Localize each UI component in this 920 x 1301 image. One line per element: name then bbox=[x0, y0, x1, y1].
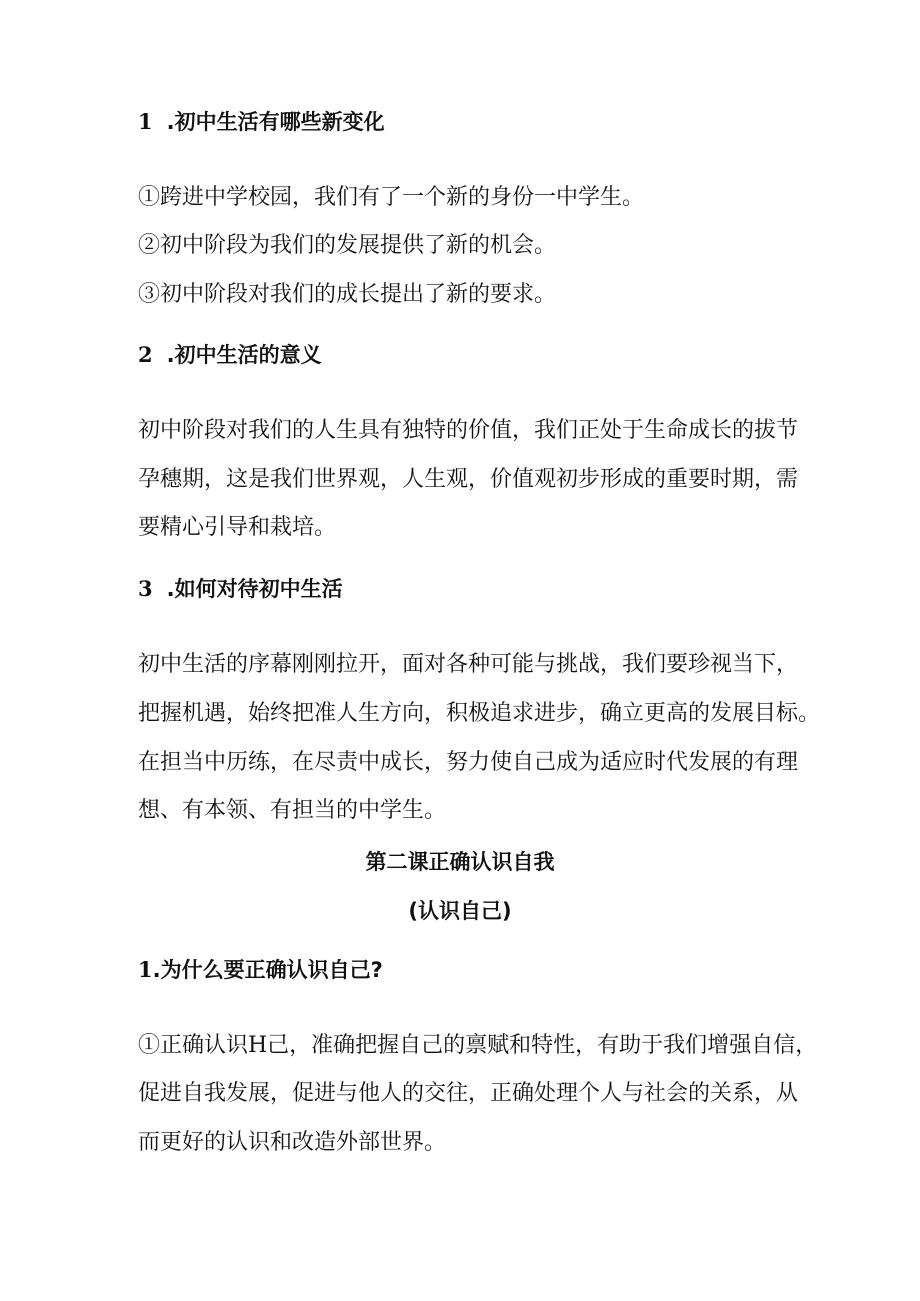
section-1-heading bbox=[138, 107, 385, 137]
lesson-subtitle: (认识自己) bbox=[408, 899, 512, 923]
section-1-line-3: ③初中阶段对我们的成长提出了新的要求。 bbox=[138, 282, 557, 307]
section-2-line-1: 初中阶段对我们的人生具有独特的价值，我们正处于生命成长的拔节 bbox=[138, 418, 799, 443]
section-3-number: 3 bbox=[138, 576, 153, 601]
question-number: 1 bbox=[138, 957, 153, 982]
section-1-number: 1 bbox=[138, 109, 153, 134]
section-2-number: 2 bbox=[138, 342, 153, 367]
section-3-line-4: 想、有本领、有担当的中学生。 bbox=[138, 798, 447, 823]
question-line-1: ①正确认识H己，准确把握自己的禀赋和特性，有助于我们增强自信， bbox=[138, 1033, 818, 1058]
section-3-title: .如何对待初中生活 bbox=[166, 577, 343, 601]
section-3-line-1: 初中生活的序幕刚刚拉开，面对各种可能与挑战，我们要珍视当下， bbox=[138, 652, 799, 677]
section-2-line-3: 要精心引导和栽培。 bbox=[138, 515, 337, 540]
section-2-line-2: 孕穗期，这是我们世界观，人生观，价值观初步形成的重要时期，需 bbox=[138, 467, 799, 492]
question-title: .为什么要正确认识自己? bbox=[152, 958, 383, 982]
question-line-3: 而更好的认识和改造外部世界。 bbox=[138, 1130, 447, 1155]
section-1-line-2: ②初中阶段为我们的发展提供了新的机会。 bbox=[138, 233, 557, 258]
section-1-title: .初中生活有哪些新变化 bbox=[166, 110, 385, 134]
question-line-2: 促进自我发展，促进与他人的交往，正确处理个人与社会的关系，从 bbox=[138, 1081, 799, 1106]
section-1-line-1: ①跨进中学校园，我们有了一个新的身份一中学生。 bbox=[138, 185, 645, 210]
section-3-heading bbox=[138, 574, 343, 604]
question-heading bbox=[138, 955, 383, 985]
section-3-line-2: 把握机遇，始终把准人生方向，积极追求进步，确立更高的发展目标。 bbox=[138, 701, 821, 726]
lesson-title: 第二课正确认识自我 bbox=[365, 850, 555, 874]
section-3-line-3: 在担当中历练，在尽责中成长，努力使自己成为适应时代发展的有理 bbox=[138, 750, 799, 775]
section-2-heading bbox=[138, 340, 322, 370]
section-2-title: .初中生活的意义 bbox=[166, 343, 322, 367]
